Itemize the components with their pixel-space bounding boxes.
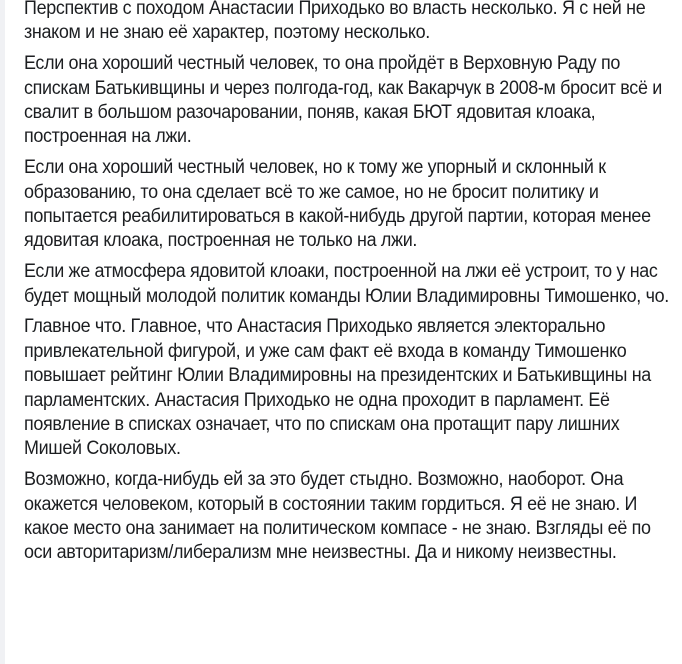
post-paragraph-5: Главное что. Главное, что Анастасия Приходько является электорально привлекательной фигурой, и уже сам факт её входа в команду Тимошенко повышает рейтинг Юлии Владимировны на президентских и Батькивщины на парламентских. Анастасия Приходько не одна проходит в парламент. Её появление в списках означает, что по спискам она протащит пару лишних Мишей Соколовых.: [24, 316, 651, 460]
post-paragraph-4: Если же атмосфера ядовитой клоаки, построенной на лжи её устроит, то у нас будет мощный молодой политик команды Юлии Владимировны Тимошенко, чо.: [24, 261, 669, 307]
post-body: [24, 0, 676, 572]
post-paragraph-6: Возможно, когда-нибудь ей за это будет стыдно. Возможно, наоборот. Она окажется человеком, который в состоянии таким гордиться. Я её не знаю. И какое место она занимает на политическом компасе - не знаю. Взгляды её по оси авторитаризм/либерализм мне неизвестны. Да и никому неизвестны.: [24, 469, 651, 564]
post-paragraph-3: Если она хороший честный человек, но к тому же упорный и склонный к образованию, то она сделает всё то же самое, но не бросит политику и попытается реабилитироваться в какой-нибудь другой партии, которая менее ядовитая клоака, построенная не только на лжи.: [24, 157, 651, 252]
post-paragraph-2: Если она хороший честный человек, то она пройдёт в Верховную Раду по спискам Батькивщины и через полгода-год, как Вакарчук в 2008-м бросит всё и свалит в большом разочаровании, поняв, какая БЮТ ядовитая клоака, построенная на лжи.: [24, 53, 662, 148]
post-paragraph-1: Перспектив с походом Анастасии Приходько во власть несколько. Я с ней не знаком и не знаю её характер, поэтому несколько.: [24, 0, 646, 44]
left-edge-divider: [0, 0, 5, 664]
